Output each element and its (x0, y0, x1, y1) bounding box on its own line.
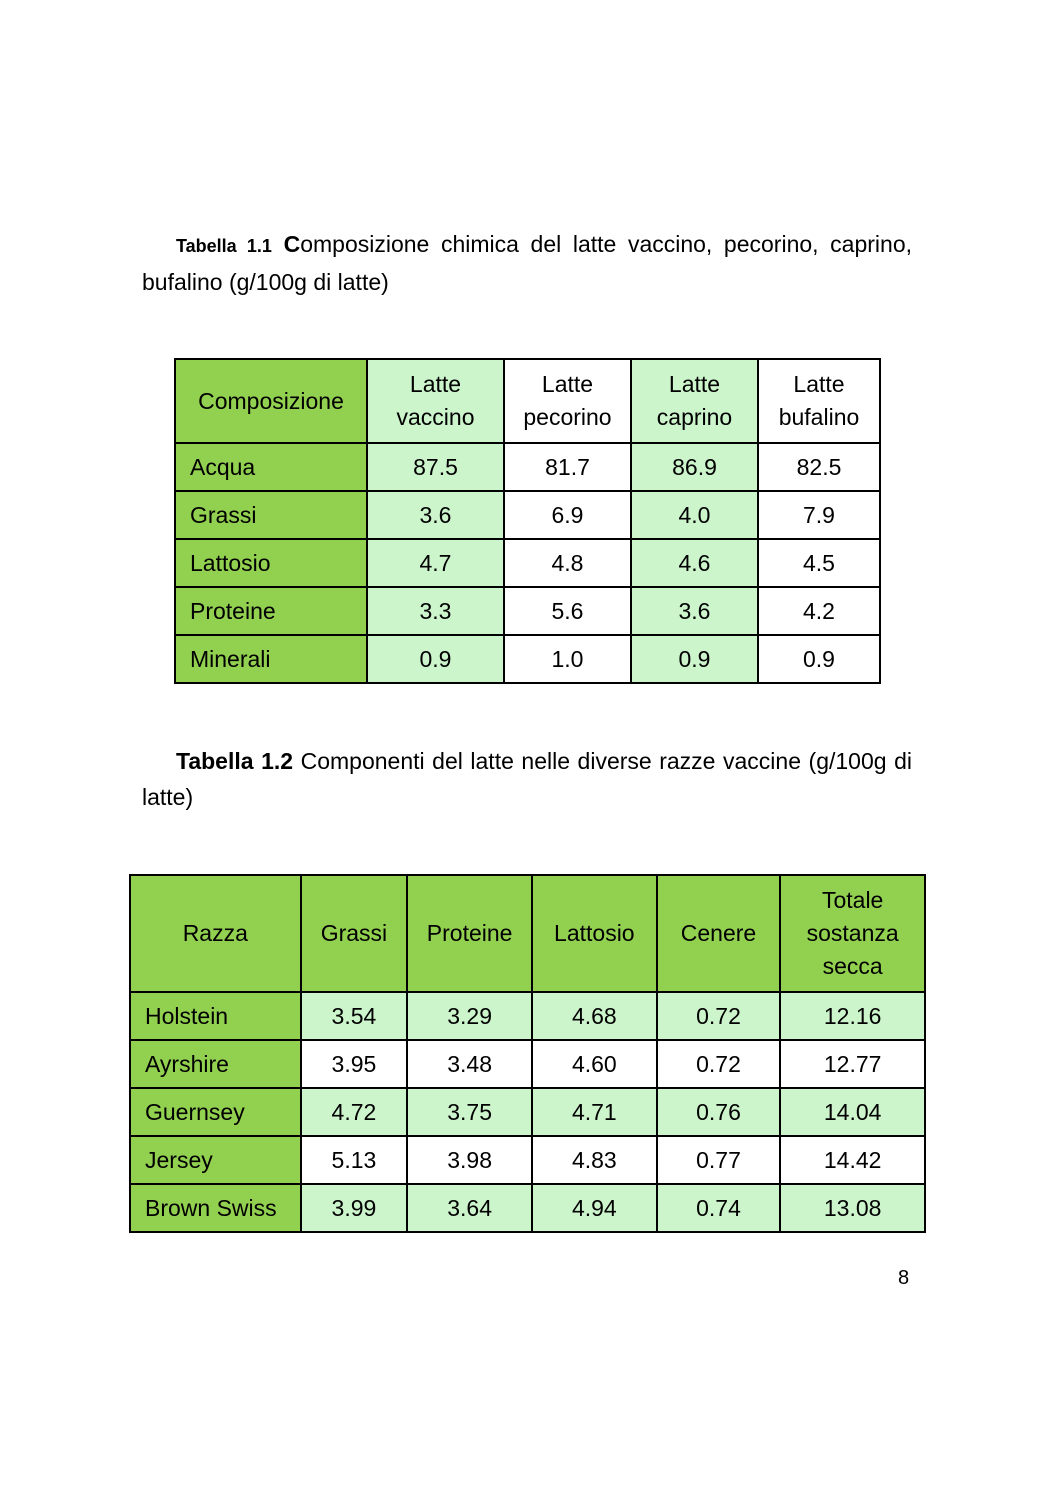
table-row (175, 587, 880, 635)
table-cell: 4.8 (504, 539, 631, 587)
table1-caption-lead: C (283, 231, 301, 257)
table-cell: 3.6 (631, 587, 758, 635)
column-header (780, 875, 925, 992)
row-header: Proteine (175, 587, 367, 635)
column-header (301, 875, 408, 992)
column-header (532, 875, 657, 992)
column-header (407, 875, 532, 992)
table-cell: 7.9 (758, 491, 880, 539)
column-header (130, 875, 301, 992)
table-cell: 4.60 (532, 1040, 657, 1088)
table-cell: 87.5 (367, 443, 504, 491)
table-cell: 0.77 (657, 1136, 781, 1184)
row-header: Ayrshire (130, 1040, 301, 1088)
table-cell: 3.98 (407, 1136, 532, 1184)
table-cell: 81.7 (504, 443, 631, 491)
table-cell: 3.64 (407, 1184, 532, 1232)
table-cell: 3.6 (367, 491, 504, 539)
table2-caption-text: Componenti del latte nelle diverse razze vaccine (g/100g di latte) (142, 748, 912, 810)
header-line: caprino (656, 404, 733, 430)
column-header (758, 359, 880, 443)
table-header-row (130, 875, 925, 992)
table-cell: 4.2 (758, 587, 880, 635)
column-header (631, 359, 758, 443)
table-cell: 14.04 (780, 1088, 925, 1136)
table-cell: 86.9 (631, 443, 758, 491)
header-line: secca (822, 953, 883, 979)
row-header: Guernsey (130, 1088, 301, 1136)
header-line: pecorino (523, 404, 612, 430)
table1-caption-text: omposizione chimica del latte vaccino, pecorino, caprino, bufalino (g/100g di latte) (142, 231, 912, 295)
table-cell: 4.68 (532, 992, 657, 1040)
column-header (175, 359, 367, 443)
table-cell: 0.76 (657, 1088, 781, 1136)
table-cell: 3.99 (301, 1184, 408, 1232)
table-cell: 12.77 (780, 1040, 925, 1088)
table-row (175, 443, 880, 491)
header-line: Proteine (426, 920, 513, 946)
table-cell: 4.72 (301, 1088, 408, 1136)
table-cell: 14.42 (780, 1136, 925, 1184)
header-line: Latte (541, 371, 594, 397)
table-cell: 3.29 (407, 992, 532, 1040)
table-cell: 5.13 (301, 1136, 408, 1184)
row-header: Grassi (175, 491, 367, 539)
header-line: Latte (793, 371, 845, 397)
table-cell: 0.9 (367, 635, 504, 683)
table-cell: 0.9 (758, 635, 880, 683)
table-row (130, 992, 925, 1040)
table-cell: 4.83 (532, 1136, 657, 1184)
column-header (367, 359, 504, 443)
header-line: bufalino (778, 404, 860, 430)
header-line: Latte (409, 371, 462, 397)
table1-caption (142, 226, 912, 300)
page-number: 8 (898, 1267, 910, 1289)
table-cell: 0.74 (657, 1184, 781, 1232)
table-cell: 0.72 (657, 1040, 781, 1088)
table-cell: 0.72 (657, 992, 781, 1040)
table-cell: 13.08 (780, 1184, 925, 1232)
table-cell: 3.95 (301, 1040, 408, 1088)
header-line: Razza (182, 920, 248, 946)
table-row (175, 539, 880, 587)
row-header: Brown Swiss (130, 1184, 301, 1232)
header-line: Composizione (198, 387, 344, 414)
table-cell: 6.9 (504, 491, 631, 539)
header-line: sostanza (806, 920, 899, 946)
table-cell: 5.6 (504, 587, 631, 635)
header-line: Latte (668, 371, 721, 397)
header-line: Grassi (320, 920, 388, 946)
table2-caption-label: Tabella 1.2 (176, 748, 294, 774)
header-line: Totale (821, 887, 884, 913)
row-header: Acqua (175, 443, 367, 491)
table-header-row (175, 359, 880, 443)
breed-components-table (129, 874, 926, 1233)
header-line: vaccino (396, 404, 475, 430)
table-cell: 1.0 (504, 635, 631, 683)
table-cell: 4.71 (532, 1088, 657, 1136)
table-cell: 3.75 (407, 1088, 532, 1136)
table2-caption (142, 743, 912, 815)
table-cell: 4.0 (631, 491, 758, 539)
table-row (130, 1088, 925, 1136)
table-row (130, 1040, 925, 1088)
row-header: Minerali (175, 635, 367, 683)
column-header (504, 359, 631, 443)
table-row (130, 1184, 925, 1232)
row-header: Jersey (130, 1136, 301, 1184)
table-cell: 4.94 (532, 1184, 657, 1232)
table-cell: 12.16 (780, 992, 925, 1040)
table-cell: 4.7 (367, 539, 504, 587)
header-line: Lattosio (554, 920, 635, 946)
table-cell: 82.5 (758, 443, 880, 491)
milk-composition-table (174, 358, 881, 684)
table1-caption-label: Tabella 1.1 (176, 236, 272, 256)
table-cell: 3.48 (407, 1040, 532, 1088)
table-cell: 3.3 (367, 587, 504, 635)
row-header: Lattosio (175, 539, 367, 587)
table-cell: 4.5 (758, 539, 880, 587)
header-line: Cenere (680, 920, 757, 946)
table-cell: 3.54 (301, 992, 408, 1040)
table-cell: 4.6 (631, 539, 758, 587)
table-row (175, 635, 880, 683)
table-row (130, 1136, 925, 1184)
column-header (657, 875, 781, 992)
row-header: Holstein (130, 992, 301, 1040)
table-cell: 0.9 (631, 635, 758, 683)
table-row (175, 491, 880, 539)
